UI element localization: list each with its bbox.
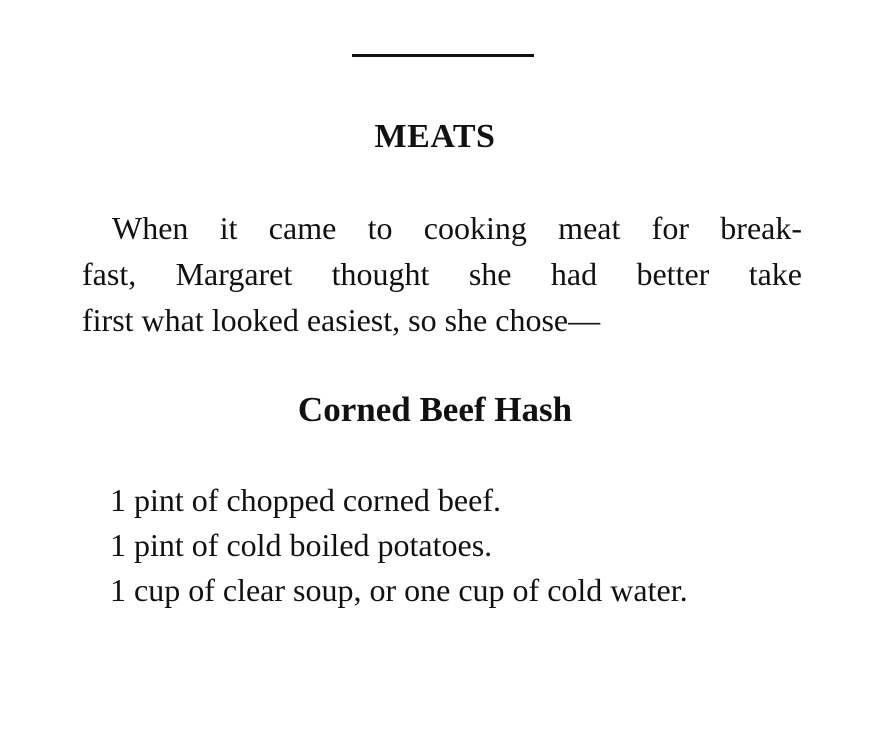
ingredient-item: 1 pint of cold boiled potatoes. xyxy=(110,527,493,563)
section-title: MEATS xyxy=(374,118,496,155)
recipe-title: Corned Beef Hash xyxy=(297,390,573,429)
intro-line: first what looked easiest, so she chose— xyxy=(82,302,601,338)
intro-paragraph xyxy=(82,205,802,343)
ingredient-item: 1 pint of chopped corned beef. xyxy=(110,482,501,518)
intro-line: When it came to cooking meat for break- xyxy=(112,210,802,246)
intro-line: fast, Margaret thought she had better take xyxy=(82,256,802,292)
ingredient-item: 1 cup of clear soup, or one cup of cold water. xyxy=(110,572,688,608)
section-divider-rule xyxy=(352,54,534,57)
ingredient-list xyxy=(110,478,688,613)
